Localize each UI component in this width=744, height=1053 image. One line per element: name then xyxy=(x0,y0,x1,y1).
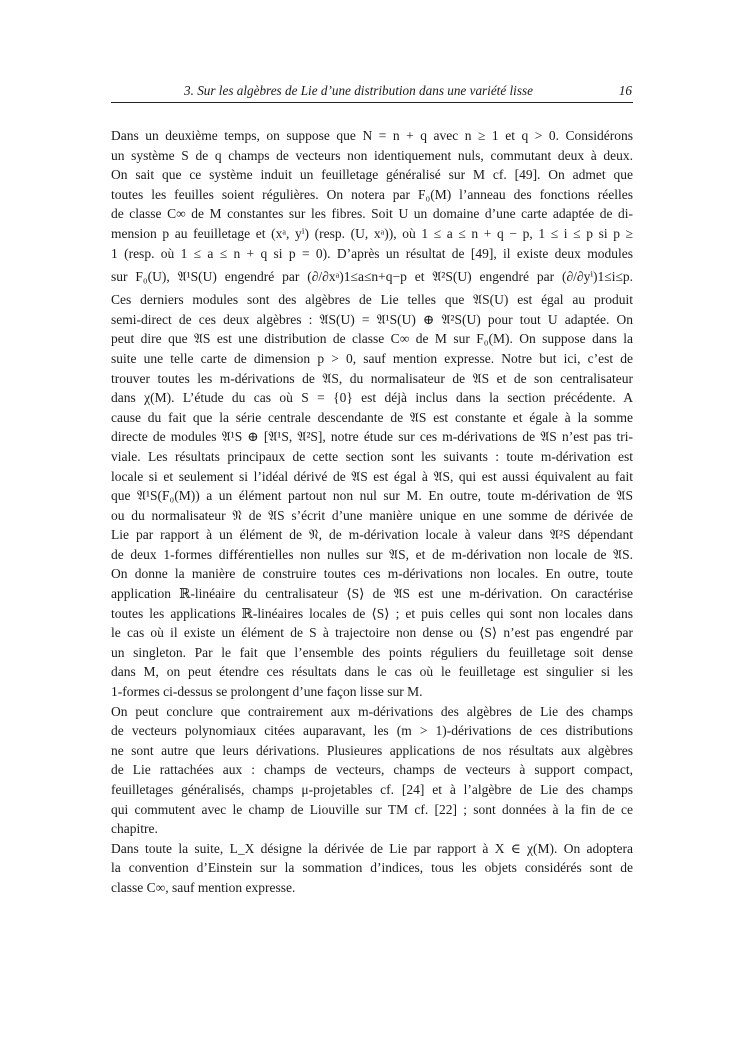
text-line: semi-direct de ces deux algèbres : 𝔄S(U) = 𝔄¹S(U) ⊕ 𝔄²S(U) pour tout U adaptée. On xyxy=(111,311,633,327)
text-line: cause du fait que la série centrale descendante de 𝔄S est constante et égale à la somme xyxy=(111,409,633,425)
text-line: toutes les applications ℝ-linéaires locales de ⟨S⟩ ; et puis celles qui sont non locales dans xyxy=(111,605,633,621)
text-line: viale. Les résultats principaux de cette section sont les suivants : toute m-dérivation est xyxy=(111,448,633,464)
text-line: dans M, on peut étendre ces résultats dans le cas où le feuilletage est singulier si les xyxy=(111,664,633,680)
text-line: qui commutent avec le champ de Liouville sur TM cf. [22] ; sont données à la fin de ce xyxy=(111,801,633,817)
running-title: 3. Sur les algèbres de Lie d’une distribution dans une variété lisse xyxy=(184,83,533,98)
text-line: la convention d’Einstein sur la sommation d’indices, tous les objets considérés sont de xyxy=(111,860,633,876)
text-line: 1 (resp. où 1 ≤ a ≤ n + q si p = 0). D’après un résultat de [49], il existe deux modules xyxy=(111,245,633,261)
text-line: ou du normalisateur 𝔑 de 𝔄S s’écrit d’une manière unique en une somme de dérivée de xyxy=(111,507,633,523)
text-line: toutes les feuilles soient régulières. On notera par F₀(M) l’anneau des fonctions réelles xyxy=(111,186,633,202)
text-line: chapitre. xyxy=(111,821,158,837)
text-line: classe C∞, sauf mention expresse. xyxy=(111,879,296,895)
text-line: On donne la manière de construire toutes ces m-dérivations non locales. En outre, toute xyxy=(111,566,633,582)
page-number: 16 xyxy=(618,83,632,98)
text-line: application ℝ-linéaire du centralisateur ⟨S⟩ de 𝔄S est une m-dérivation. On caractérise xyxy=(111,586,633,602)
text-line: directe de modules 𝔄¹S ⊕ [𝔄¹S, 𝔄²S], notre étude sur ces m-dérivations de 𝔄S n’est pas tri- xyxy=(111,429,633,445)
text-line: mension p au feuilletage et (xᵃ, yⁱ) (resp. (U, xᵃ)), où 1 ≤ a ≤ n + q − p, 1 ≤ i ≤ p si p ≥ xyxy=(111,225,633,241)
text-line: trouver toutes les m-dérivations de 𝔄S, du normalisateur de 𝔄S et de son centralisateur xyxy=(111,370,633,386)
text-line: de vecteurs polynomiaux citées auparavant, les (m > 1)-dérivations de ces distributions xyxy=(111,723,633,739)
text-line: de Lie rattachées aux : champs de vecteurs, champs de vecteurs à support compact, xyxy=(111,762,633,778)
text-line: peut dire que 𝔄S est une distribution de classe C∞ de M sur F₀(M). On suppose dans la xyxy=(111,331,633,347)
text-line: Lie par rapport à un élément de 𝔑, de m-dérivation locale à valeur dans 𝔄²S dépendant xyxy=(111,527,633,543)
text-line: sur F₀(U), 𝔄¹S(U) engendré par (∂/∂xᵃ)1≤a≤n+q−p et 𝔄²S(U) engendré par (∂/∂yⁱ)1≤i≤p. xyxy=(111,269,633,285)
text-line: que 𝔄¹S(F₀(M)) a un élément partout non nul sur M. En outre, toute m-dérivation de 𝔄S xyxy=(111,488,633,504)
text-line: Dans toute la suite, L_X désigne la dérivée de Lie par rapport à X ∈ χ(M). On adoptera xyxy=(111,840,633,856)
text-line: suite une telle carte de dimension p > 0, sauf mention expresse. Notre but ici, c’est de xyxy=(111,350,633,366)
body-text xyxy=(111,126,633,898)
running-header xyxy=(111,82,633,103)
text-line: ne sont autre que leurs dérivations. Plusieures applications de nos résultats aux algèbres xyxy=(111,742,633,758)
text-line: de classe C∞ de M constantes sur les fibres. Soit U un domaine d’une carte adaptée de di- xyxy=(111,206,633,222)
text-line: le cas où il existe un élément de S à trajectoire non dense ou ⟨S⟩ n’est pas engendré par xyxy=(111,625,633,641)
text-line: On sait que ce système induit un feuilletage généralisé sur M cf. [49]. On admet que xyxy=(111,167,633,183)
text-line: Ces derniers modules sont des algèbres de Lie telles que 𝔄S(U) est égal au produit xyxy=(111,292,633,308)
text-line: de deux 1-formes différentielles non nulles sur 𝔄S, et de m-dérivation non locale de 𝔄S. xyxy=(111,546,633,562)
text-line: Dans un deuxième temps, on suppose que N = n + q avec n ≥ 1 et q > 0. Considérons xyxy=(111,128,633,143)
text-line: feuilletages généralisés, champs μ-projetables cf. [24] et à l’algèbre de Lie des champs xyxy=(111,782,633,797)
text-line: un singleton. Par le fait que l’ensemble des points réguliers du feuilletage soit dense xyxy=(111,644,633,660)
text-line: 1-formes ci-dessus se prolongent d’une façon lisse sur M. xyxy=(111,684,423,700)
text-line: On peut conclure que contrairement aux m-dérivations des algèbres de Lie des champs xyxy=(111,703,633,719)
text-line: dans χ(M). L’étude du cas où S = {0} est déjà inclus dans la section précédente. A xyxy=(111,390,633,406)
text-line: un système S de q champs de vecteurs non identiquement nuls, commutant deux à deux. xyxy=(111,147,633,163)
text-line: locale si et seulement si l’idéal dérivé de 𝔄S est égal à 𝔄S, qui est aussi équivalent au fait xyxy=(111,468,633,484)
